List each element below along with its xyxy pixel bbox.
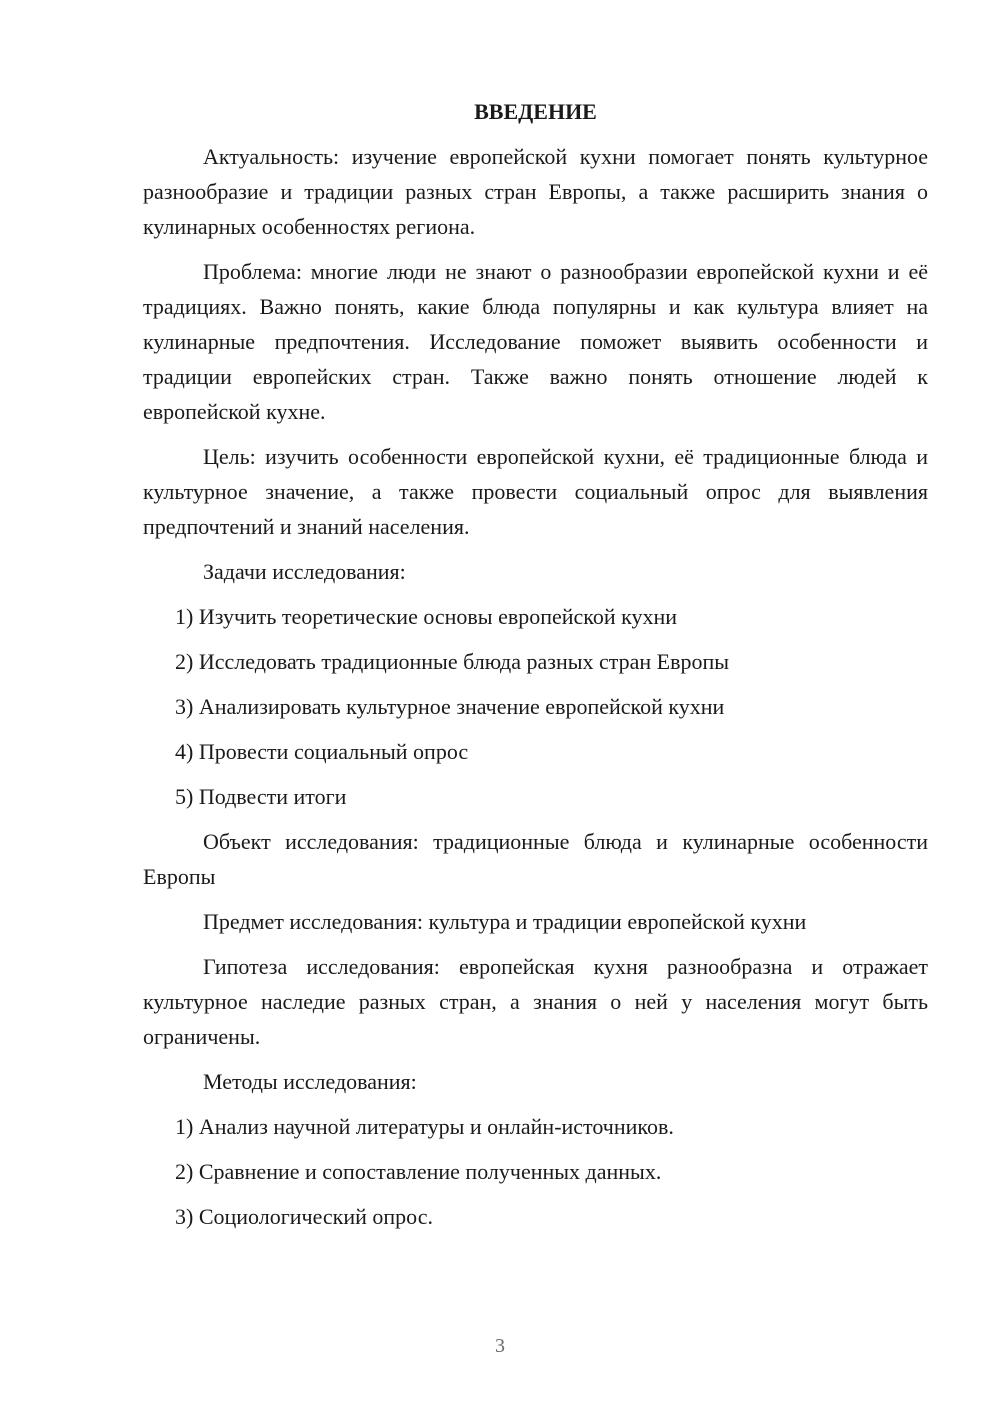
relevance-paragraph: Актуальность: изучение европейской кухни помогает понять культурное разнообразие и традиции разных стран Европы, а также расширить знания о кулинарных особенностях региона. (143, 144, 928, 239)
methods-label: Методы исследования: (203, 1069, 417, 1094)
list-item: 3) Анализировать культурное значение европейской кухни (175, 694, 725, 719)
list-item: 1) Анализ научной литературы и онлайн-источников. (175, 1114, 674, 1139)
list-item: 2) Сравнение и сопоставление полученных данных. (175, 1159, 662, 1184)
section-title: ВВЕДЕНИЕ (474, 99, 597, 124)
page-number: 3 (495, 1335, 505, 1357)
list-item: 1) Изучить теоретические основы европейской кухни (175, 604, 678, 629)
hypothesis-paragraph: Гипотеза исследования: европейская кухня разнообразна и отражает культурное наследие разных стран, а знания о ней у населения могут быть ограничены. (143, 954, 928, 1049)
object-paragraph: Объект исследования: традиционные блюда и кулинарные особенности Европы (143, 829, 928, 889)
tasks-label: Задачи исследования: (203, 559, 406, 584)
tasks-list (143, 599, 928, 814)
methods-list (143, 1109, 928, 1234)
subject-paragraph: Предмет исследования: культура и традиции европейской кухни (203, 909, 807, 934)
page-content (143, 94, 928, 1244)
problem-paragraph: Проблема: многие люди не знают о разнообразии европейской кухни и её традициях. Важно понять, какие блюда популярны и как культура влияет на кулинарные предпочтения. Исследование поможет выявить особенности и традиции европейских стран. Также важно понять отношение людей к европейской кухне. (143, 259, 928, 424)
list-item: 4) Провести социальный опрос (175, 739, 469, 764)
list-item: 2) Исследовать традиционные блюда разных стран Европы (175, 649, 730, 674)
list-item: 5) Подвести итоги (175, 784, 347, 809)
list-item: 3) Социологический опрос. (175, 1204, 433, 1229)
goal-paragraph: Цель: изучить особенности европейской кухни, её традиционные блюда и культурное значение, а также провести социальный опрос для выявления предпочтений и знаний населения. (143, 444, 928, 539)
